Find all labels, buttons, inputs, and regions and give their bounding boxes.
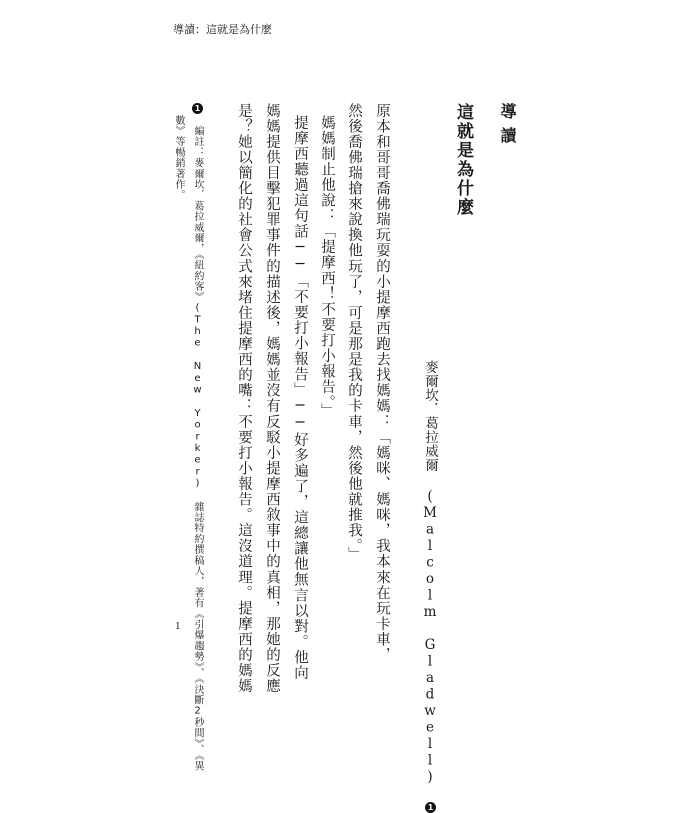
body-line-1: 原本和哥哥喬佛瑞玩耍的小提摩西跑去找媽媽：「媽咪、媽咪，我本來在玩卡車，	[374, 103, 390, 663]
footnote-line-1	[190, 103, 205, 771]
body-line-4: 提摩西聽過這句話──「不要打小報告」──好多遍了，這總讓他無言以對。他向	[292, 115, 308, 681]
chapter-label: 導讀	[498, 103, 517, 151]
body-line-2: 然後喬佛瑞搶來說換他玩了，可是那是我的卡車，然後他就推我。」	[346, 103, 362, 563]
page-number: 1	[175, 620, 181, 632]
note-marker-icon: 1	[426, 802, 435, 813]
author-name: 麥爾坎．葛拉威爾 (Malcolm Gladwell)	[422, 360, 438, 786]
author-line	[420, 360, 440, 813]
footnote-marker-icon: 1	[193, 103, 202, 114]
body-line-5: 媽媽提供目擊犯罪事件的描述後，媽媽並沒有反駁小提摩西敘事中的真相，那她的反應	[264, 103, 280, 694]
chapter-title: 這就是為什麼	[453, 103, 473, 217]
body-line-3: 媽媽制止他說：「提摩西！不要打小報告。」	[319, 115, 335, 419]
footnote-text-1: 編註：麥爾坎．葛拉威爾，《紐約客》(The New Yorker) 雜誌特約撰稿人，著有《引爆趨勢》、《決斷2秒間》、《異	[192, 125, 203, 772]
running-head: 導讀：這就是為什麼	[173, 23, 272, 36]
body-line-6: 是？她以簡化的社會公式來堵住提摩西的嘴：不要打小報告。這沒道理。提摩西的媽媽	[236, 103, 252, 694]
footnote-line-2: 數》等暢銷著作。	[173, 115, 184, 201]
